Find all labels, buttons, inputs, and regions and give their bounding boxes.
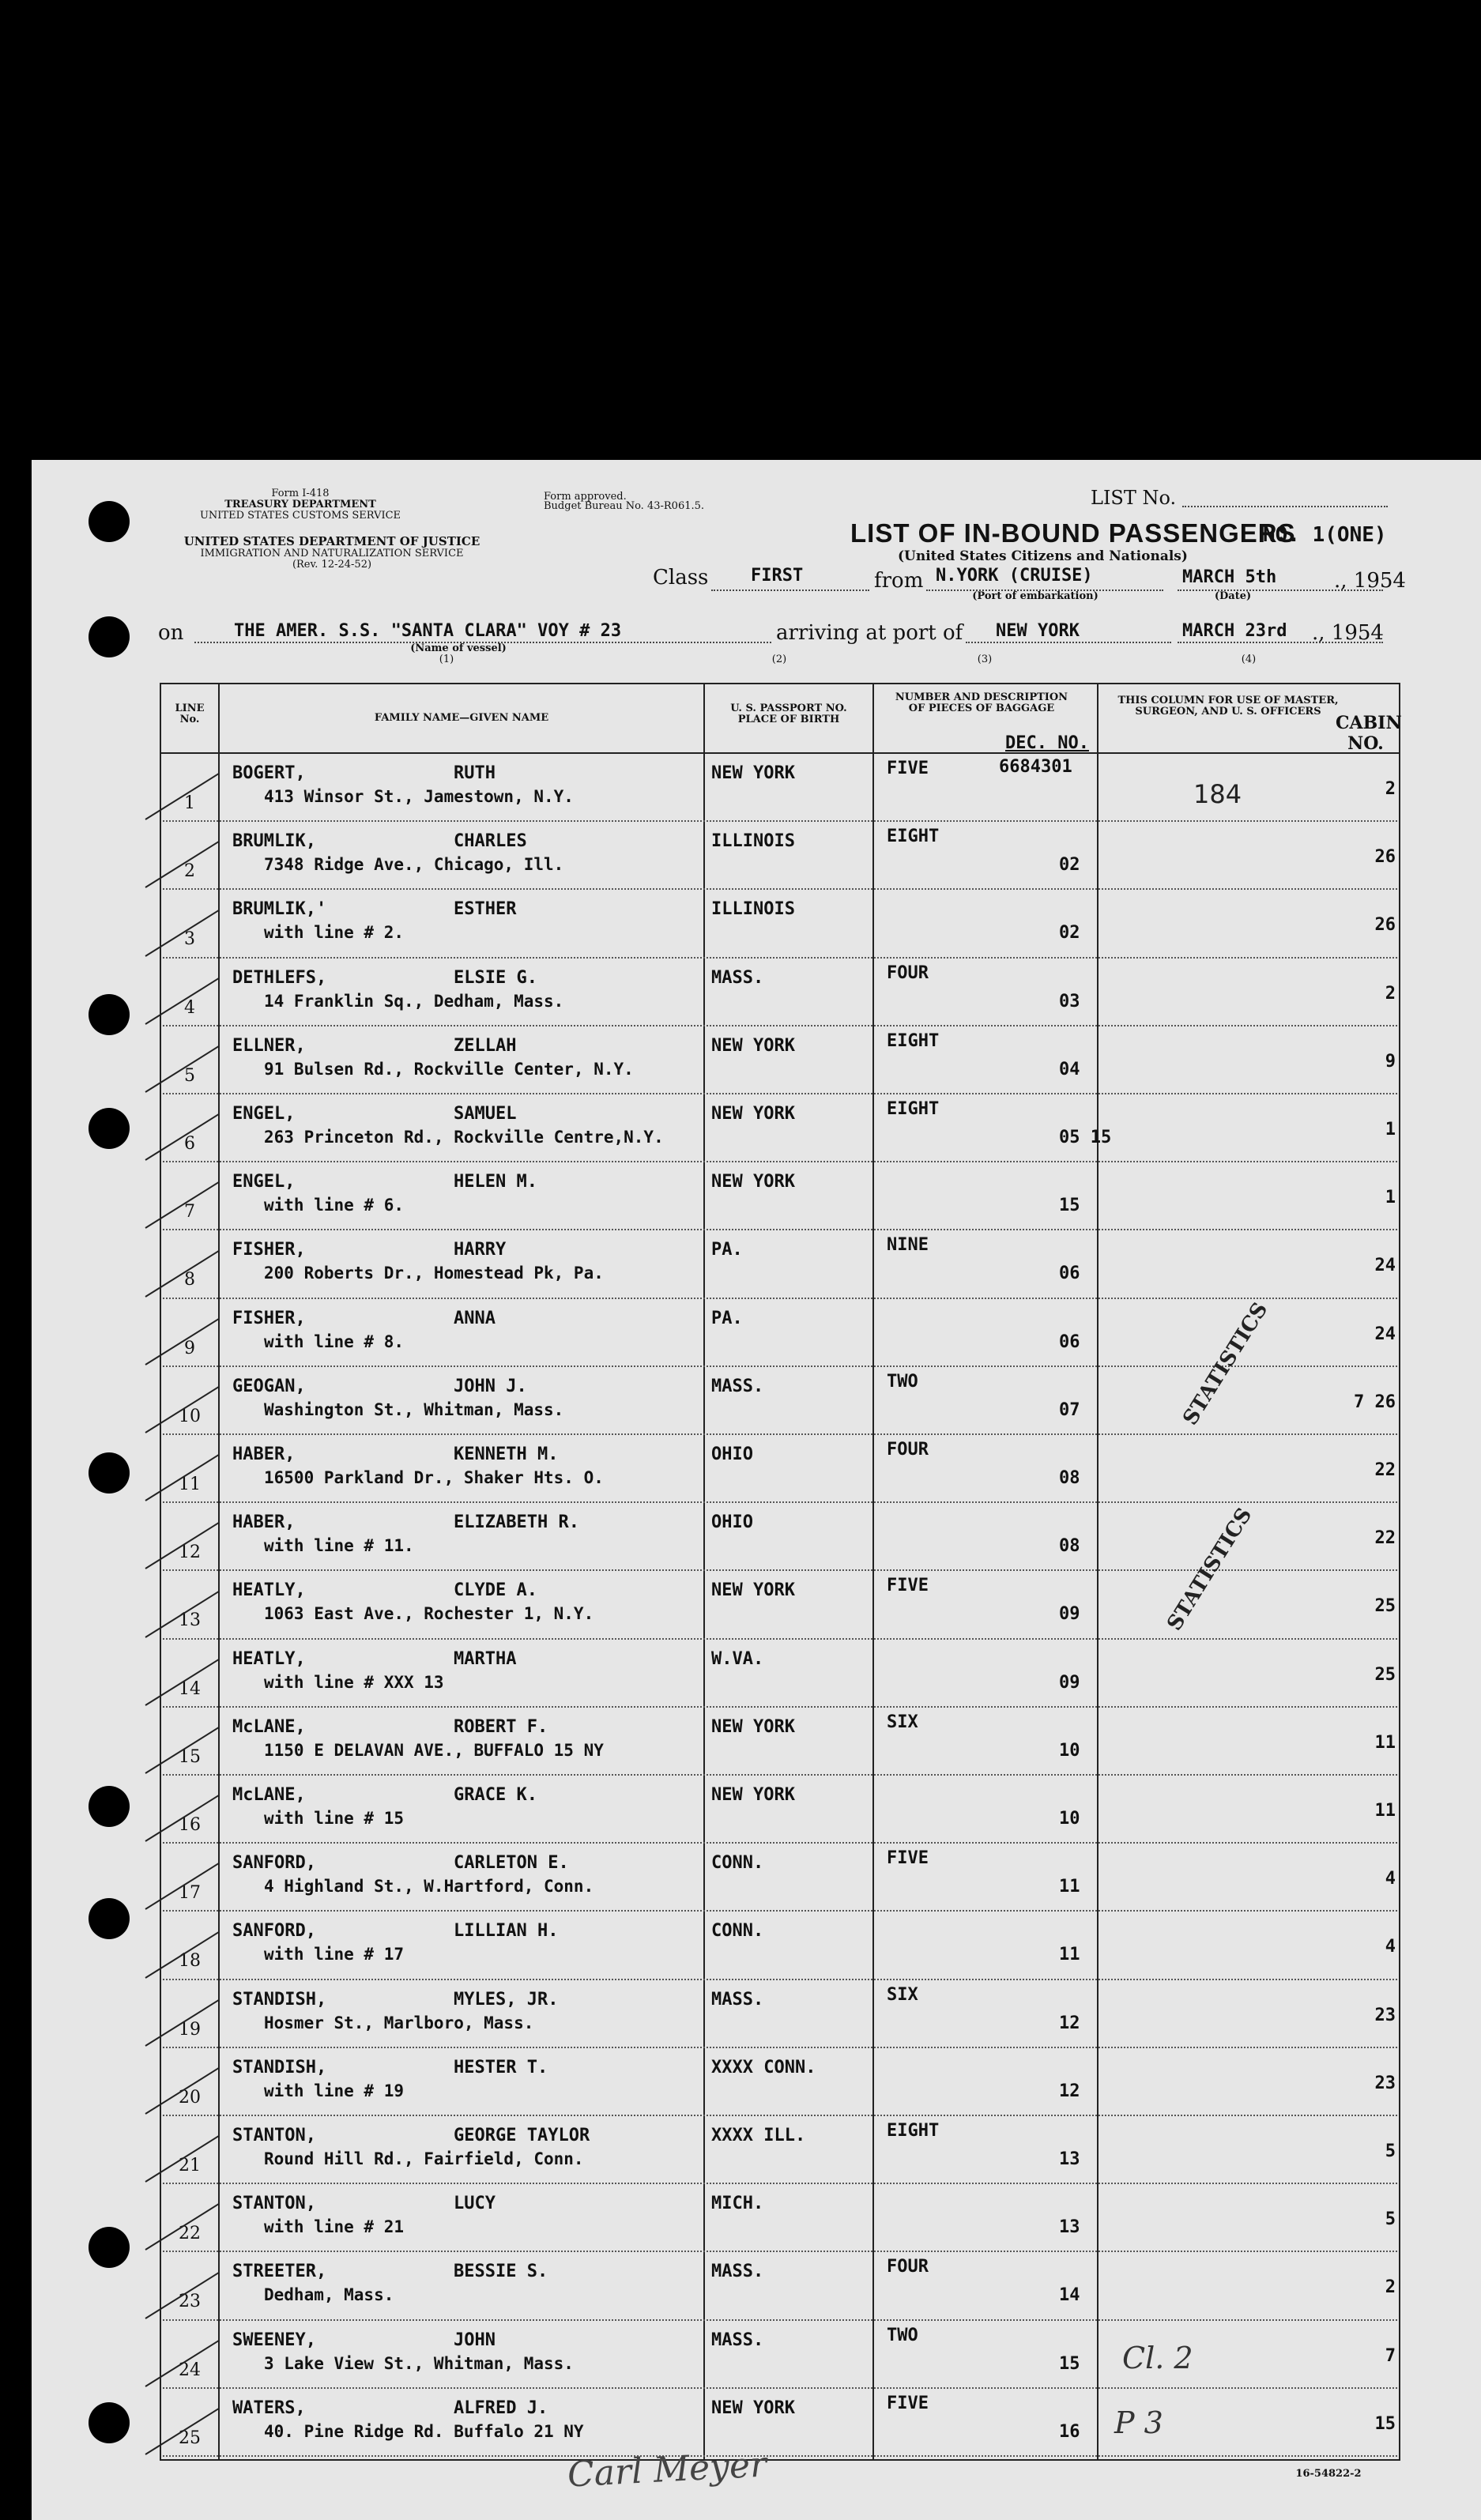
cabin-number: 4	[1385, 1869, 1396, 1889]
line-number: 3	[184, 929, 195, 950]
address: Hosmer St., Marlboro, Mass.	[264, 2013, 534, 2032]
row-divider	[163, 2047, 1397, 2048]
row-divider	[163, 888, 1397, 890]
given-name: ALFRED J.	[454, 2398, 548, 2418]
address: with line # 17	[264, 1945, 405, 1964]
given-name: ELIZABETH R.	[454, 1512, 579, 1533]
place-of-birth: NEW YORK	[711, 763, 795, 783]
row-divider	[163, 1979, 1397, 1980]
embark-caption: (Port of embarkation)	[972, 590, 1099, 602]
handwritten-p3-note: P 3	[1114, 2405, 1163, 2440]
table-row	[161, 1913, 1399, 1981]
address: with line # 19	[264, 2081, 405, 2100]
declaration-no: 11	[1059, 1945, 1080, 1965]
cabin-number: 26	[1374, 915, 1396, 936]
family-name: DETHLEFS,	[232, 967, 327, 988]
declaration-no: 09	[1059, 1672, 1080, 1693]
revision: (Rev. 12-24-52)	[292, 559, 372, 571]
given-name: KENNETH M.	[454, 1445, 559, 1464]
arrival-year-value: 1954	[1331, 621, 1384, 645]
table-row	[161, 2390, 1399, 2458]
cabin-number: 22	[1374, 1528, 1396, 1549]
address: 7348 Ridge Ave., Chicago, Ill.	[264, 855, 564, 875]
row-divider	[163, 2387, 1397, 2389]
table-row	[161, 2186, 1399, 2254]
line-number: 8	[184, 1270, 195, 1290]
row-divider	[163, 1433, 1397, 1435]
family-name: ENGEL,	[232, 1104, 296, 1124]
on-label: on	[158, 621, 184, 645]
baggage-count: FOUR	[887, 2257, 929, 2277]
place-of-birth: PA.	[711, 1240, 743, 1260]
declaration-no: 02	[1059, 923, 1080, 944]
line-number: 24	[179, 2360, 201, 2380]
justice-dept: UNITED STATES DEPARTMENT OF JUSTICE	[183, 534, 480, 548]
punch-hole	[89, 2227, 130, 2268]
address: Round Hill Rd., Fairfield, Conn.	[264, 2149, 584, 2168]
baggage-count: FIVE	[887, 759, 929, 778]
table-row	[161, 2254, 1399, 2322]
given-name: GRACE K.	[454, 1785, 537, 1805]
caption-4: (4)	[1241, 654, 1257, 665]
line-number: 16	[179, 1815, 201, 1835]
cabin-number: 4	[1385, 1937, 1396, 1957]
baggage-count: SIX	[887, 1984, 918, 2005]
passenger-table	[160, 683, 1400, 2461]
family-name: SANFORD,	[232, 1853, 316, 1874]
place-of-birth: OHIO	[711, 1512, 753, 1533]
baggage-count: SIX	[887, 1712, 918, 1732]
declaration-no: 06	[1059, 1332, 1080, 1352]
place-of-birth: MICH.	[711, 2194, 764, 2214]
address: with line # 8.	[264, 1332, 405, 1351]
row-divider	[163, 2455, 1397, 2457]
row-divider	[163, 1638, 1397, 1640]
declaration-no: 12	[1059, 2013, 1080, 2033]
family-name: BRUMLIK,	[232, 831, 316, 852]
line-number: 14	[179, 1678, 201, 1699]
port-of-arrival: NEW YORK	[996, 621, 1080, 641]
cabin-number: 11	[1374, 1732, 1396, 1753]
given-name: JOHN	[454, 2330, 496, 2350]
given-name: ZELLAH	[454, 1035, 517, 1056]
place-of-birth: OHIO	[711, 1445, 753, 1464]
family-name: McLANE,	[232, 1716, 306, 1737]
row-divider	[163, 1229, 1397, 1230]
statistics-stamp: STATISTICS	[1178, 1298, 1273, 1430]
cabin-number: 24	[1374, 1324, 1396, 1344]
punch-hole	[89, 501, 130, 542]
row-divider	[163, 1161, 1397, 1162]
given-name: BESSIE S.	[454, 2262, 548, 2282]
cabin-number: 5	[1385, 2209, 1396, 2230]
cabin-number: 11	[1374, 1801, 1396, 1821]
declaration-no: 08	[1059, 1468, 1080, 1488]
baggage-count: NINE	[887, 1235, 929, 1256]
table-row	[161, 1845, 1399, 1913]
address: 1063 East Ave., Rochester 1, N.Y.	[264, 1604, 594, 1624]
declaration-no: 15	[1059, 2353, 1080, 2374]
given-name: JOHN J.	[454, 1376, 527, 1396]
family-name: STANTON,	[232, 2194, 316, 2214]
place-of-birth: PA.	[711, 1308, 743, 1328]
place-of-birth: CONN.	[711, 1921, 764, 1942]
declaration-no: 09	[1059, 1604, 1080, 1625]
row-divider	[163, 957, 1397, 959]
declaration-no: 08	[1059, 1536, 1080, 1557]
line-number: 21	[179, 2156, 201, 2175]
baggage-count: EIGHT	[887, 827, 940, 847]
table-row	[161, 2050, 1399, 2118]
address: 91 Bulsen Rd., Rockville Center, N.Y.	[264, 1059, 634, 1079]
line-number: 11	[179, 1475, 201, 1494]
ins-service: IMMIGRATION AND NATURALIZATION SERVICE	[200, 548, 464, 559]
given-name: CARLETON E.	[454, 1853, 569, 1874]
declaration-no: 02	[1059, 855, 1080, 876]
place-of-birth: MASS.	[711, 1376, 764, 1396]
form-title: LIST OF IN-BOUND PASSENGERS	[850, 518, 1296, 548]
table-row	[161, 960, 1399, 1028]
punch-hole	[89, 2402, 130, 2443]
arrival-date: MARCH 23rd	[1182, 621, 1287, 641]
row-divider	[163, 1706, 1397, 1708]
vessel-caption: (Name of vessel)	[410, 642, 507, 654]
arriving-label: arriving at port of	[776, 621, 963, 645]
family-name: FISHER,	[232, 1240, 306, 1260]
declaration-no: 15	[1059, 1196, 1080, 1216]
address: with line # 2.	[264, 923, 405, 943]
place-of-birth: MASS.	[711, 1989, 764, 2010]
address: 14 Franklin Sq., Dedham, Mass.	[264, 991, 564, 1011]
family-name: STREETER,	[232, 2262, 327, 2282]
port-of-embarkation: N.YORK (CRUISE)	[936, 566, 1093, 586]
address: Dedham, Mass.	[264, 2285, 394, 2305]
row-divider	[163, 1774, 1397, 1776]
punch-hole	[89, 1898, 130, 1939]
family-name: STANDISH,	[232, 1989, 327, 2010]
cabin-number: 23	[1374, 2005, 1396, 2025]
family-name: SWEENEY,	[232, 2330, 316, 2350]
address: with line # 15	[264, 1809, 405, 1828]
given-name: HELEN M.	[454, 1172, 537, 1192]
table-row	[161, 1709, 1399, 1777]
list-no-label: LIST No.	[1091, 487, 1177, 509]
address: 16500 Parkland Dr., Shaker Hts. O.	[264, 1468, 604, 1487]
punch-hole	[89, 1108, 130, 1149]
place-of-birth: CONN.	[711, 1853, 764, 1874]
table-row	[161, 1028, 1399, 1096]
cabin-number: 23	[1374, 2073, 1396, 2093]
address: with line # 6.	[264, 1196, 405, 1215]
baggage-count: FOUR	[887, 1440, 929, 1460]
table-row	[161, 1777, 1399, 1845]
cabin-number: 26	[1374, 847, 1396, 868]
officer-signature: Carl Meyer	[566, 2444, 768, 2496]
row-divider	[163, 2251, 1397, 2252]
line-number: 1	[184, 793, 195, 813]
family-name: HEATLY,	[232, 1580, 306, 1601]
form-number: Form I-418	[271, 488, 330, 499]
line-number: 22	[179, 2224, 201, 2244]
place-of-birth: NEW YORK	[711, 1035, 795, 1056]
baggage-count: EIGHT	[887, 2121, 940, 2141]
embark-year: ., 1954	[1334, 569, 1406, 593]
cabin-number: 24	[1374, 1256, 1396, 1276]
line-number: 7	[184, 1202, 195, 1222]
declaration-no: 10	[1059, 1809, 1080, 1829]
cabin-number: 25	[1374, 1664, 1396, 1685]
line-number: 25	[179, 2428, 201, 2448]
dec-first: 6684301	[999, 757, 1072, 777]
row-divider	[163, 1093, 1397, 1094]
declaration-no: 11	[1059, 1877, 1080, 1897]
table-row	[161, 1982, 1399, 2050]
table-row	[161, 2118, 1399, 2186]
punch-hole	[89, 616, 130, 657]
col-baggage: NUMBER AND DESCRIPTION OF PIECES OF BAGGAGE	[895, 691, 1068, 714]
row-divider	[163, 2319, 1397, 2321]
col-cabin: CABIN NO.	[1336, 713, 1402, 754]
table-row	[161, 1641, 1399, 1709]
col-passport: U. S. PASSPORT NO. PLACE OF BIRTH	[730, 703, 847, 725]
line-number: 5	[184, 1065, 195, 1086]
place-of-birth: NEW YORK	[711, 2398, 795, 2418]
place-of-birth: XXXX ILL.	[711, 2126, 806, 2145]
treasury-dept: TREASURY DEPARTMENT	[224, 499, 376, 510]
row-divider	[163, 1842, 1397, 1844]
family-name: McLANE,	[232, 1785, 306, 1805]
arrival-year: ., 1954	[1312, 621, 1384, 645]
row-divider	[163, 2115, 1397, 2116]
list-no-line	[1182, 506, 1388, 507]
table-row	[161, 1232, 1399, 1300]
family-name: BRUMLIK,'	[232, 899, 327, 920]
cabin-number: 2	[1385, 983, 1396, 1004]
place-of-birth: NEW YORK	[711, 1104, 795, 1124]
table-row	[161, 1164, 1399, 1232]
baggage-count: FIVE	[887, 2393, 929, 2413]
line-number: 18	[179, 1951, 201, 1972]
table-row	[161, 823, 1399, 891]
baggage-count: EIGHT	[887, 1099, 940, 1119]
cabin-number: 2	[1385, 2277, 1396, 2298]
family-name: ELLNER,	[232, 1035, 306, 1056]
family-name: BOGERT,	[232, 763, 306, 783]
line-number: 9	[184, 1338, 195, 1358]
family-name: STANTON,	[232, 2126, 316, 2145]
cabin-number: 22	[1374, 1460, 1396, 1480]
row-divider	[163, 1501, 1397, 1503]
place-of-birth: XXXX CONN.	[711, 2057, 816, 2077]
table-row	[161, 891, 1399, 959]
class-label: Class	[653, 566, 709, 590]
table-row	[161, 1096, 1399, 1164]
given-name: CHARLES	[454, 831, 527, 852]
embark-year-value: 1954	[1353, 569, 1406, 593]
line-number: 19	[179, 2019, 201, 2040]
form-approved: Form approved.	[544, 491, 627, 503]
declaration-no: 14	[1059, 2285, 1080, 2306]
class-line	[711, 590, 869, 591]
class-value: FIRST	[751, 566, 804, 586]
place-of-birth: MASS.	[711, 967, 764, 988]
line-number: 6	[184, 1134, 195, 1154]
cabin-number: 9	[1385, 1051, 1396, 1072]
cabin-number: 1	[1385, 1188, 1396, 1208]
row-divider	[163, 2183, 1397, 2184]
line-number: 4	[184, 997, 195, 1018]
declaration-no: 13	[1059, 2217, 1080, 2238]
list-number: NO. 1(ONE)	[1263, 523, 1387, 547]
caption-3: (3)	[977, 654, 993, 665]
given-name: ELSIE G.	[454, 967, 537, 988]
given-name: CLYDE A.	[454, 1580, 537, 1601]
place-of-birth: MASS.	[711, 2330, 764, 2350]
row-divider	[163, 1910, 1397, 1912]
handwritten-class-note: Cl. 2	[1122, 2341, 1193, 2375]
place-of-birth: NEW YORK	[711, 1172, 795, 1192]
row-divider	[163, 1025, 1397, 1026]
given-name: RUTH	[454, 763, 496, 783]
col-officers: THIS COLUMN FOR USE OF MASTER, SURGEON, AND U. S. OFFICERS	[1117, 695, 1339, 718]
col-line-no: LINE No.	[175, 703, 205, 725]
given-name: MARTHA	[454, 1648, 517, 1669]
address: 4 Highland St., W.Hartford, Conn.	[264, 1877, 594, 1897]
row-divider	[163, 1298, 1397, 1299]
line-number: 15	[179, 1746, 201, 1767]
line-number: 23	[179, 2292, 201, 2312]
dec-header: DEC. NO.	[1005, 733, 1089, 753]
address: 413 Winsor St., Jamestown, N.Y.	[264, 787, 574, 806]
address: 40. Pine Ridge Rd. Buffalo 21 NY	[264, 2421, 584, 2441]
declaration-no: 05 15	[1059, 1128, 1112, 1147]
cabin-number: 2	[1385, 779, 1396, 799]
place-of-birth: W.VA.	[711, 1648, 764, 1669]
declaration-no: 13	[1059, 2149, 1080, 2169]
cabin-number: 15	[1374, 2413, 1396, 2434]
place-of-birth: MASS.	[711, 2262, 764, 2282]
baggage-count: TWO	[887, 1371, 918, 1392]
table-row	[161, 1437, 1399, 1505]
cabin-number: 25	[1374, 1596, 1396, 1617]
address: with line # XXX 13	[264, 1672, 444, 1692]
declaration-no: 16	[1059, 2421, 1080, 2442]
given-name: LILLIAN H.	[454, 1921, 559, 1942]
line-number: 10	[179, 1406, 201, 1426]
row-divider	[163, 820, 1397, 822]
declaration-no: 12	[1059, 2081, 1080, 2101]
from-label: from	[874, 569, 924, 593]
given-name: HARRY	[454, 1240, 507, 1260]
address: with line # 21	[264, 2217, 405, 2237]
punch-hole	[89, 994, 130, 1035]
cabin-number: 5	[1385, 2141, 1396, 2161]
family-name: WATERS,	[232, 2398, 306, 2418]
table-row	[161, 1301, 1399, 1369]
budget-bureau: Budget Bureau No. 43-R061.5.	[544, 500, 705, 512]
address: 200 Roberts Dr., Homestead Pk, Pa.	[264, 1264, 604, 1283]
line-number: 13	[179, 1610, 201, 1631]
given-name: MYLES, JR.	[454, 1989, 559, 2010]
address: Washington St., Whitman, Mass.	[264, 1399, 564, 1419]
declaration-no: 07	[1059, 1399, 1080, 1420]
baggage-count: FOUR	[887, 962, 929, 983]
punch-hole	[89, 1786, 130, 1827]
vessel-name: THE AMER. S.S. "SANTA CLARA" VOY # 23	[234, 621, 622, 641]
declaration-no: 03	[1059, 991, 1080, 1011]
family-name: GEOGAN,	[232, 1376, 306, 1396]
family-name: SANFORD,	[232, 1921, 316, 1942]
arrival-port-line	[966, 642, 1171, 643]
family-name: ENGEL,	[232, 1172, 296, 1192]
col-name: FAMILY NAME—GIVEN NAME	[374, 712, 549, 724]
place-of-birth: NEW YORK	[711, 1716, 795, 1737]
family-name: STANDISH,	[232, 2057, 327, 2077]
given-name: HESTER T.	[454, 2057, 548, 2077]
baggage-count: EIGHT	[887, 1030, 940, 1051]
customs-service: UNITED STATES CUSTOMS SERVICE	[199, 510, 401, 522]
place-of-birth: NEW YORK	[711, 1785, 795, 1805]
footer-code: 16-54822-2	[1295, 2468, 1362, 2480]
form-subtitle: (United States Citizens and Nationals)	[898, 548, 1188, 564]
line-number: 17	[179, 1883, 201, 1904]
address: with line # 11.	[264, 1536, 414, 1556]
given-name: LUCY	[454, 2194, 496, 2214]
declaration-no: 06	[1059, 1264, 1080, 1284]
statistics-stamp: STATISTICS	[1163, 1504, 1257, 1635]
line-number: 2	[184, 861, 195, 882]
embark-date: MARCH 5th	[1182, 567, 1277, 587]
baggage-count: TWO	[887, 2325, 918, 2345]
caption-2: (2)	[771, 654, 787, 665]
declaration-no: 10	[1059, 1740, 1080, 1761]
punch-hole	[89, 1452, 130, 1494]
baggage-count: FIVE	[887, 1576, 929, 1596]
family-name: HEATLY,	[232, 1648, 306, 1669]
given-name: ROBERT F.	[454, 1716, 548, 1737]
address: 3 Lake View St., Whitman, Mass.	[264, 2353, 574, 2373]
family-name: FISHER,	[232, 1308, 306, 1328]
table-row	[161, 2322, 1399, 2390]
family-name: HABER,	[232, 1445, 296, 1464]
declaration-no: 04	[1059, 1059, 1080, 1079]
given-name: SAMUEL	[454, 1104, 517, 1124]
place-of-birth: NEW YORK	[711, 1580, 795, 1601]
family-name: HABER,	[232, 1512, 296, 1533]
officer-note-184: 184	[1193, 779, 1242, 809]
line-number: 12	[179, 1543, 201, 1563]
place-of-birth: ILLINOIS	[711, 899, 795, 920]
address: 263 Princeton Rd., Rockville Centre,N.Y.	[264, 1128, 664, 1147]
cabin-number: 7	[1385, 2345, 1396, 2366]
baggage-count: FIVE	[887, 1848, 929, 1869]
line-number: 20	[179, 2087, 201, 2108]
caption-1: (1)	[439, 654, 454, 665]
cabin-number: 1	[1385, 1120, 1396, 1139]
given-name: ANNA	[454, 1308, 496, 1328]
address: 1150 E DELAVAN AVE., BUFFALO 15 NY	[264, 1740, 604, 1760]
given-name: ESTHER	[454, 899, 517, 920]
place-of-birth: ILLINOIS	[711, 831, 795, 852]
date-caption: (Date)	[1214, 590, 1252, 602]
cabin-number: 7 26	[1354, 1392, 1396, 1412]
given-name: GEORGE TAYLOR	[454, 2126, 590, 2145]
